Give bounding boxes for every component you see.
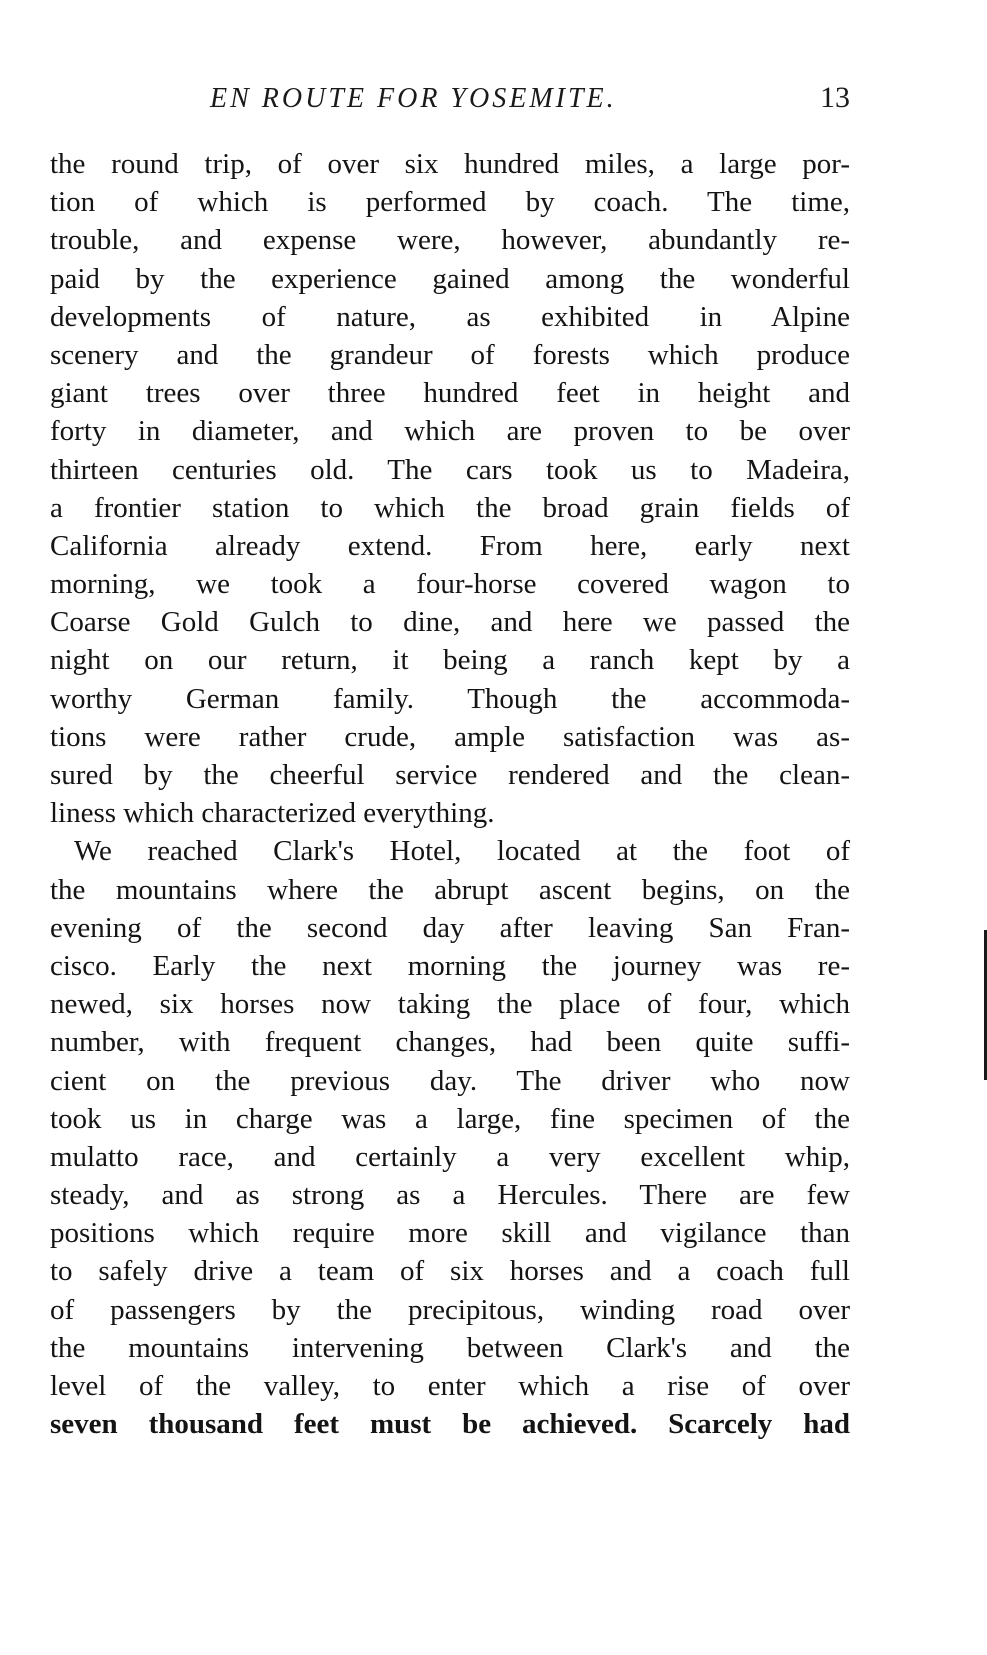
text-line: giant trees over three hundred feet in height and [50, 377, 850, 410]
text-line: night on our return, it being a ranch kept by a [50, 644, 850, 677]
text-line: of passengers by the precipitous, winding road over [50, 1293, 850, 1326]
text-line: the mountains where the abrupt ascent begins, on the [50, 873, 850, 906]
text-line: Coarse Gold Gulch to dine, and here we passed the [50, 606, 850, 639]
text-line: evening of the second day after leaving San Fran- [50, 911, 850, 944]
text-line: paid by the experience gained among the wonderful [50, 262, 850, 295]
text-line: the round trip, of over six hundred miles, a large por- [50, 148, 850, 180]
page-number: 13 [820, 81, 850, 114]
text-line: trouble, and expense were, however, abundantly re- [50, 224, 850, 257]
text-line: newed, six horses now taking the place of four, which [50, 988, 850, 1021]
text-line: scenery and the grandeur of forests which produce [50, 338, 850, 371]
text-line: cisco. Early the next morning the journey was re- [50, 949, 850, 982]
text-line: level of the valley, to enter which a rise of over [50, 1370, 850, 1402]
text-line: developments of nature, as exhibited in Alpine [50, 300, 850, 333]
text-line: sured by the cheerful service rendered and the clean- [50, 759, 850, 791]
paragraph-first-line: We reached Clark's Hotel, located at the foot of [74, 835, 850, 868]
text-line: seven thousand feet must be achieved. Scarcely had [50, 1408, 850, 1441]
text-line: positions which require more skill and vigilance than [50, 1217, 850, 1250]
text-line: morning, we took a four-horse covered wagon to [50, 568, 850, 601]
body-text [50, 145, 850, 1443]
text-line: mulatto race, and certainly a very excellent whip, [50, 1140, 850, 1173]
text-line: steady, and as strong as a Hercules. There are few [50, 1179, 850, 1212]
text-line: liness which characterized everything. [50, 797, 495, 830]
text-line: tions were rather crude, ample satisfaction was as- [50, 720, 850, 753]
page-header [50, 83, 850, 123]
text-line: tion of which is performed by coach. The time, [50, 186, 850, 219]
text-line: a frontier station to which the broad grain fields of [50, 491, 850, 524]
text-line: California already extend. From here, early next [50, 529, 850, 562]
running-head: EN ROUTE FOR YOSEMITE. [210, 83, 617, 114]
text-line: took us in charge was a large, fine specimen of the [50, 1102, 850, 1135]
text-line: thirteen centuries old. The cars took us to Madeira, [50, 453, 850, 486]
text-line: worthy German family. Though the accommoda- [50, 682, 850, 715]
text-line: the mountains intervening between Clark's and the [50, 1331, 850, 1364]
text-line: to safely drive a team of six horses and a coach full [50, 1255, 850, 1288]
text-line: number, with frequent changes, had been quite suffi- [50, 1026, 850, 1059]
text-line: cient on the previous day. The driver who now [50, 1064, 850, 1097]
text-line: forty in diameter, and which are proven to be over [50, 415, 850, 448]
